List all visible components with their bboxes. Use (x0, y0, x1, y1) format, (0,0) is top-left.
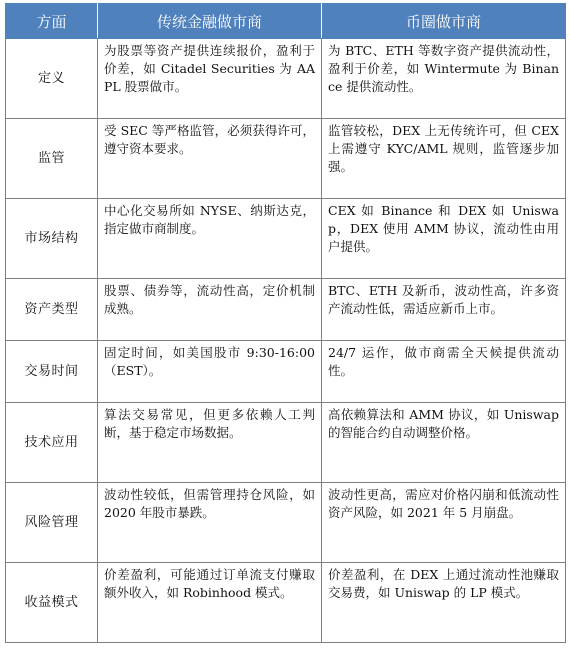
traditional-cell: 受 SEC 等严格监管，必须获得许可，遵守资本要求。 (98, 119, 322, 199)
crypto-cell: BTC、ETH 及新币，波动性高，许多资产流动性低，需适应新币上市。 (322, 279, 566, 341)
crypto-cell: 波动性更高，需应对价格闪崩和低流动性资产风险，如 2021 年 5 月崩盘。 (322, 483, 566, 563)
table-row (6, 199, 566, 279)
traditional-cell: 中心化交易所如 NYSE、纳斯达克，指定做市商制度。 (98, 199, 322, 279)
header-aspect: 方面 (6, 4, 98, 39)
traditional-cell: 固定时间，如美国股市 9:30-16:00（EST）。 (98, 341, 322, 403)
header-crypto: 币圈做市商 (322, 4, 566, 39)
table-row (6, 39, 566, 119)
crypto-cell: 24/7 运作，做市商需全天候提供流动性。 (322, 341, 566, 403)
crypto-cell: CEX 如 Binance 和 DEX 如 Uniswap，DEX 使用 AMM 协议，流动性由用户提供。 (322, 199, 566, 279)
aspect-cell: 市场结构 (6, 199, 98, 279)
aspect-cell: 收益模式 (6, 563, 98, 643)
crypto-cell: 监管较松，DEX 上无传统许可，但 CEX 上需遵守 KYC/AML 规则，监管逐步加强。 (322, 119, 566, 199)
aspect-cell: 技术应用 (6, 403, 98, 483)
aspect-cell: 交易时间 (6, 341, 98, 403)
traditional-cell: 为股票等资产提供连续报价，盈利于价差，如 Citadel Securities 为 AAPL 股票做市。 (98, 39, 322, 119)
table-header (6, 4, 566, 39)
table-row (6, 563, 566, 643)
table-row (6, 403, 566, 483)
table-row (6, 119, 566, 199)
traditional-cell: 价差盈利，可能通过订单流支付赚取额外收入，如 Robinhood 模式。 (98, 563, 322, 643)
traditional-cell: 股票、债券等，流动性高，定价机制成熟。 (98, 279, 322, 341)
aspect-cell: 资产类型 (6, 279, 98, 341)
header-row (6, 4, 566, 39)
traditional-cell: 算法交易常见，但更多依赖人工判断，基于稳定市场数据。 (98, 403, 322, 483)
aspect-cell: 监管 (6, 119, 98, 199)
aspect-cell: 风险管理 (6, 483, 98, 563)
table-row (6, 279, 566, 341)
table-body (6, 39, 566, 643)
aspect-cell: 定义 (6, 39, 98, 119)
table-row (6, 341, 566, 403)
traditional-cell: 波动性较低，但需管理持仓风险，如 2020 年股市暴跌。 (98, 483, 322, 563)
header-traditional: 传统金融做市商 (98, 4, 322, 39)
table-row (6, 483, 566, 563)
comparison-table (5, 3, 566, 643)
crypto-cell: 价差盈利，在 DEX 上通过流动性池赚取交易费，如 Uniswap 的 LP 模式。 (322, 563, 566, 643)
crypto-cell: 为 BTC、ETH 等数字资产提供流动性，盈利于价差，如 Wintermute 为 Binance 提供流动性。 (322, 39, 566, 119)
crypto-cell: 高依赖算法和 AMM 协议，如 Uniswap 的智能合约自动调整价格。 (322, 403, 566, 483)
